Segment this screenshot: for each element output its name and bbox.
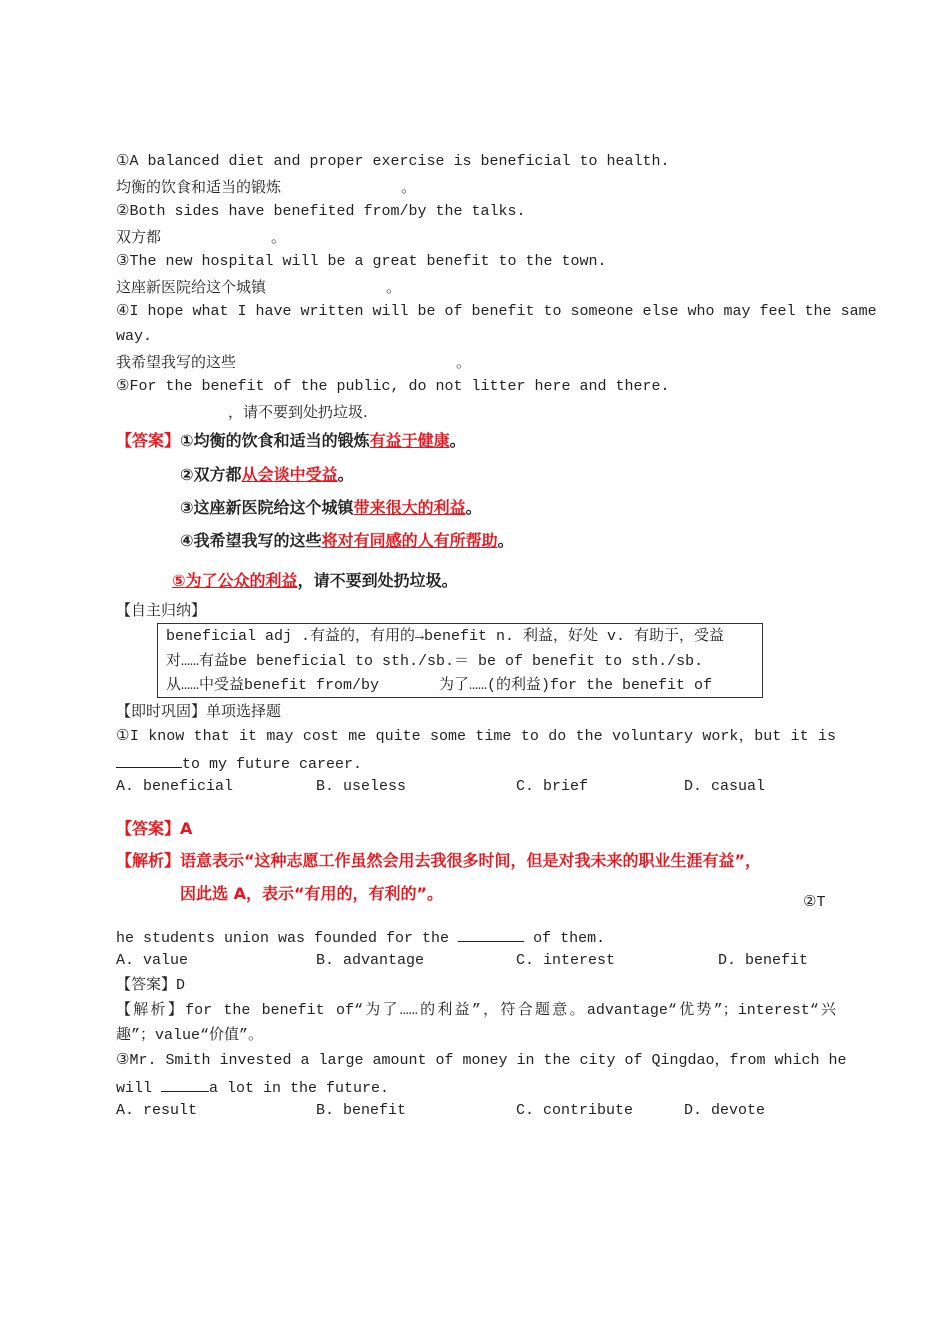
sentence-4-end: 。 xyxy=(456,353,472,371)
q2-option-c: C. interest xyxy=(516,952,616,969)
q2-option-d: D. benefit xyxy=(718,952,809,969)
question-3-line-a: ③Mr. Smith invested a large amount of money in the city of Qingdao，from which he xyxy=(116,1052,847,1069)
question-2-explanation-a: 【解析】for the benefit of“为了……的利益”，符合题意。advantage“优势”；interest“兴 xyxy=(116,1002,836,1019)
sentence-4-en-a: ④I hope what I have written will be of benefit to someone else who may feel the same xyxy=(116,303,877,320)
sentence-4-cn-text: 我希望我写的这些 xyxy=(116,353,237,371)
summary-box xyxy=(157,623,763,698)
question-3-pre: will xyxy=(116,1080,153,1097)
q2-option-b: B. advantage xyxy=(316,952,425,969)
answer-line-2 xyxy=(180,462,354,485)
sentence-4-en-b: way. xyxy=(116,328,153,345)
sentence-3-en: ③The new hospital will be a great benefit to the town. xyxy=(116,253,607,270)
answer-line-4 xyxy=(180,528,514,551)
answer-line-3 xyxy=(180,495,482,518)
sentence-5-en: ⑤For the benefit of the public, do not litter here and there. xyxy=(116,378,670,395)
answer-4-end: 。 xyxy=(497,531,514,550)
question-1-tail: to my future career. xyxy=(182,756,363,773)
question-1-line-a: ①I know that it may cost me quite some time to do the voluntary work，but it is xyxy=(116,728,836,745)
sentence-2-end: 。 xyxy=(271,228,287,246)
answer-3-highlight: 带来很大的利益 xyxy=(353,498,466,517)
question-1-explanation-b: 因此选 A，表示“有用的，有利的”。 xyxy=(180,884,443,903)
q1-option-a: A. beneficial xyxy=(116,778,234,795)
answer-4-highlight: 将对有同感的人有所帮助 xyxy=(321,531,498,550)
question-1-answer: 【答案】A xyxy=(116,819,193,838)
answer-1-end: 。 xyxy=(449,431,466,450)
answer-5-end: ，请不要到处扔垃圾。 xyxy=(297,571,458,590)
answer-3-end: 。 xyxy=(465,498,482,517)
answer-4-pre: ④我希望我写的这些 xyxy=(180,531,322,550)
question-1-line-b xyxy=(116,752,836,775)
question-2-answer: 【答案】D xyxy=(116,977,186,994)
summary-heading: 【自主归纳】 xyxy=(116,601,207,619)
answer-label: 【答案】 xyxy=(116,431,181,450)
answer-1-pre: ①均衡的饮食和适当的锻炼 xyxy=(180,431,370,450)
answer-5-highlight: ⑤为了公众的利益 xyxy=(172,571,298,590)
sentence-1-cn-text: 均衡的饮食和适当的锻炼 xyxy=(116,178,282,196)
sentence-3-cn xyxy=(116,277,836,297)
sentence-4-cn xyxy=(116,352,836,372)
answer-line-5 xyxy=(172,568,458,591)
question-2-start: ②T xyxy=(803,894,826,911)
practice-heading: 【即时巩固】单项选择题 xyxy=(116,702,282,720)
question-2-line xyxy=(116,926,836,949)
summary-line-1: beneficial adj .有益的，有用的→benefit n. 利益，好处 v. 有助于，受益 xyxy=(166,628,725,645)
sentence-2-cn-text: 双方都 xyxy=(116,228,162,246)
answer-2-end: 。 xyxy=(337,465,354,484)
sentence-2-en: ②Both sides have benefited from/by the talks. xyxy=(116,203,526,220)
q1-option-d: D. casual xyxy=(684,778,766,795)
question-1-blank xyxy=(116,752,182,768)
question-2-text-b: of them. xyxy=(533,930,606,947)
question-3-post: a lot in the future. xyxy=(209,1080,390,1097)
question-1-explanation-a xyxy=(116,848,761,871)
sentence-1-end: 。 xyxy=(401,178,417,196)
answer-2-highlight: 从会谈中受益 xyxy=(241,465,338,484)
question-3-blank xyxy=(161,1076,209,1092)
summary-line-3 xyxy=(166,676,756,696)
q2-option-a: A. value xyxy=(116,952,189,969)
q1-expl-text-a: 语意表示“这种志愿工作虽然会用去我很多时间，但是对我未来的职业生涯有益”， xyxy=(180,851,762,870)
question-2-text-a: he students union was founded for the xyxy=(116,930,450,947)
q3-option-a: A. result xyxy=(116,1102,198,1119)
q3-option-c: C. contribute xyxy=(516,1102,634,1119)
question-3-line-b xyxy=(116,1076,836,1099)
q1-option-c: C. brief xyxy=(516,778,589,795)
sentence-1-cn xyxy=(116,177,836,197)
question-2-explanation-b: 趣”；value“价值”。 xyxy=(116,1027,264,1044)
answer-line-1 xyxy=(116,428,466,451)
sentence-3-cn-text: 这座新医院给这个城镇 xyxy=(116,278,267,296)
q3-option-b: B. benefit xyxy=(316,1102,407,1119)
q3-option-d: D. devote xyxy=(684,1102,766,1119)
sentence-3-end: 。 xyxy=(386,278,402,296)
summary-line-3a: 从……中受益benefit from/by xyxy=(166,677,380,694)
answer-1-highlight: 有益于健康 xyxy=(369,431,450,450)
summary-line-2: 对……有益be beneficial to sth./sb.＝ be of benefit to sth./sb. xyxy=(166,653,704,670)
q1-option-b: B. useless xyxy=(316,778,407,795)
sentence-2-cn xyxy=(116,227,836,247)
answer-2-pre: ②双方都 xyxy=(180,465,242,484)
sentence-5-cn: ，请不要到处扔垃圾. xyxy=(228,403,368,421)
question-2-blank xyxy=(458,926,524,942)
q1-expl-label: 【解析】 xyxy=(116,851,181,870)
summary-line-3b: 为了……(的利益)for the benefit of xyxy=(439,677,713,694)
sentence-1-en: ①A balanced diet and proper exercise is beneficial to health. xyxy=(116,153,670,170)
answer-3-pre: ③这座新医院给这个城镇 xyxy=(180,498,354,517)
